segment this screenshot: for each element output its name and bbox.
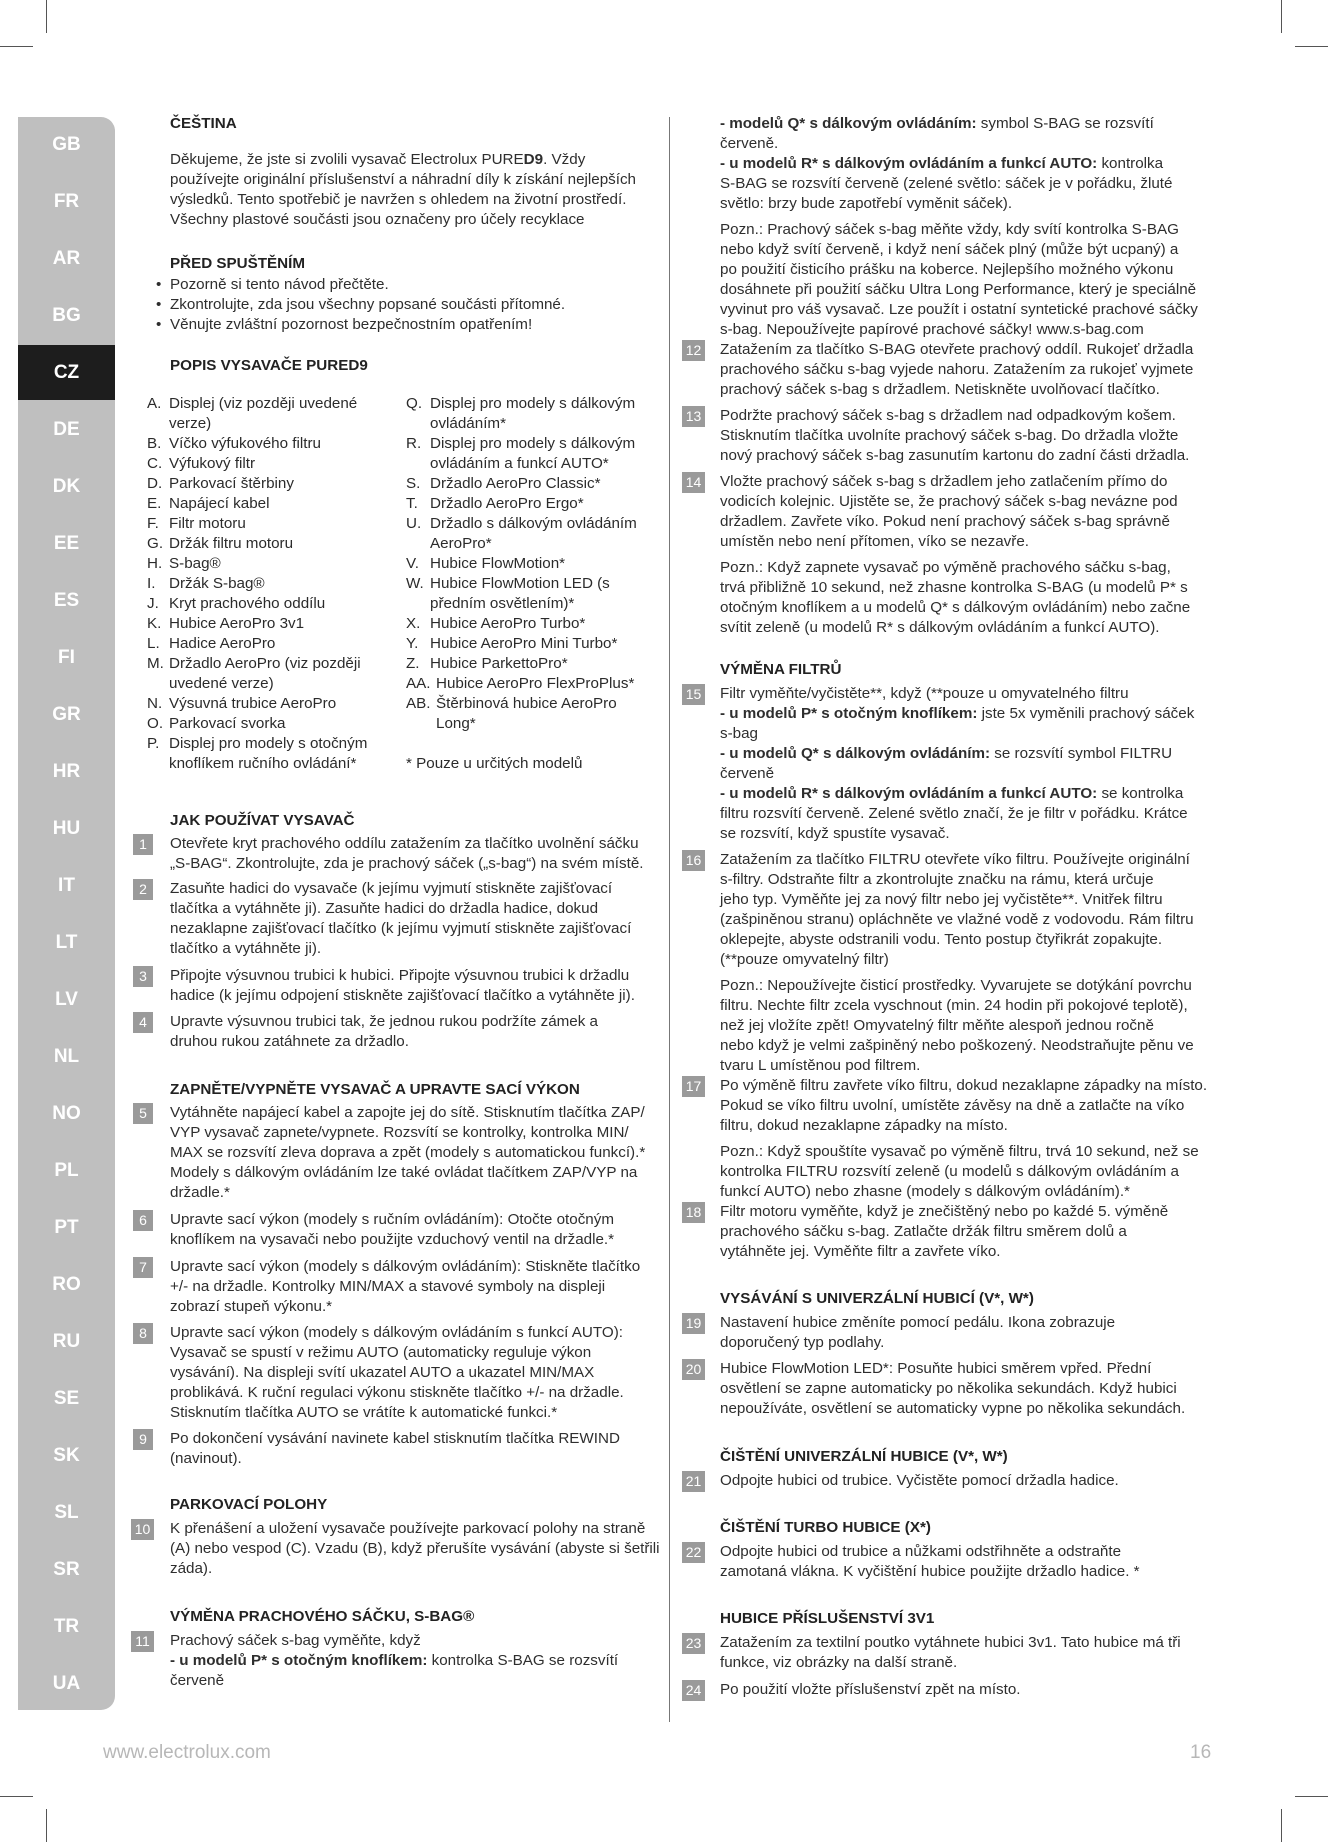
part-key: C. (147, 455, 163, 472)
language-tab[interactable]: ES (53, 590, 80, 611)
parking-section (170, 1495, 327, 1515)
step-number: 20 (682, 1359, 705, 1380)
language-tab[interactable]: PL (54, 1160, 79, 1181)
step-number: 5 (133, 1103, 153, 1124)
step-number: 6 (133, 1210, 153, 1231)
part-item (406, 574, 661, 614)
section-heading: HUBICE PŘÍSLUŠENSTVÍ 3V1 (720, 1610, 935, 1627)
part-label: Držadlo AeroPro Ergo* (430, 495, 584, 512)
part-key: O. (147, 715, 164, 732)
step-text: Filtr motoru vyměňte, když je znečištěný nebo po každé 5. výměně prachového sáčku s-bag. Zatlačte držák filtru směrem dolů a vytáhněte jej. Vyměňte filtr a zavřete víko. (720, 1203, 1169, 1260)
section-heading: POPIS VYSAVAČE PURED9 (170, 357, 368, 374)
turbo-section (720, 1518, 931, 1538)
step-number: 12 (682, 340, 705, 361)
part-label: Hubice FlowMotion* (430, 555, 566, 572)
part-item (406, 394, 661, 434)
step-text: Zatažením za tlačítko S-BAG otevřete prachový oddíl. Rukojeť držadla prachového sáčku s-bag vyjede nahoru. Zatažením za rukojeť vyjmete prachový sáček s-bag s držadlem. Netiskněte uvolňovací tlačítko. (720, 341, 1194, 398)
part-item (147, 434, 397, 454)
language-tab[interactable]: SK (53, 1445, 80, 1466)
part-label: Filtr motoru (169, 515, 246, 532)
language-tab[interactable]: RU (52, 1331, 81, 1352)
part-item (147, 454, 397, 474)
part-label: Displej pro modely s otočným knoflíkem ručního ovládání* (169, 735, 368, 772)
part-item (406, 554, 661, 574)
part-key: AA. (406, 675, 431, 692)
part-label: Držák filtru motoru (169, 535, 294, 552)
part-key: U. (406, 515, 422, 532)
step-text: Prachový sáček s-bag vyměňte, když - u modelů P* s otočným knoflíkem: kontrolka S-BAG se rozsvítí červeně (170, 1632, 619, 1689)
step-text: Odpojte hubici od trubice. Vyčistěte pomocí držadla hadice. (720, 1472, 1119, 1489)
language-tab[interactable]: SL (54, 1502, 79, 1523)
part-item (147, 634, 397, 654)
parts-list-col1 (147, 394, 397, 774)
part-label: Displej pro modely s dálkovým ovládáním a funkcí AUTO* (430, 435, 636, 472)
step-number: 15 (682, 684, 705, 705)
part-label: Displej pro modely s dálkovým ovládáním* (430, 395, 636, 432)
step-text: Zasuňte hadici do vysavače (k jejímu vyjmutí stiskněte zajišťovací tlačítka a vytáhněte ji). Zasuňte hadici do držadla hadice, dokud nezaklapne zajišťovací tlačítko (k jejímu vyjmutí stiskněte zajišťovací tlačítko a vytáhněte ji). (170, 880, 632, 957)
language-tab[interactable]: NL (53, 1046, 80, 1067)
part-label: Displej (viz později uvedené verze) (169, 395, 358, 432)
intro-text: Děkujeme, že jste si zvolili vysavač Electrolux PURE (170, 151, 524, 168)
intro-line: Všechny plastové součásti jsou označeny pro účely recyklace (170, 211, 585, 228)
crop-mark (0, 1796, 33, 1797)
part-key: Z. (406, 655, 420, 672)
part-label: Držák S-bag® (169, 575, 265, 592)
part-item (147, 694, 397, 714)
step-text: Zatažením za textilní poutko vytáhnete hubici 3v1. Tato hubice má tři funkce, viz obrázky na další straně. (720, 1634, 1181, 1671)
language-tab[interactable]: RO (52, 1274, 81, 1295)
language-tab[interactable]: TR (53, 1616, 80, 1637)
step-text: Nastavení hubice změníte pomocí pedálu. Ikona zobrazuje doporučený typ podlahy. (720, 1314, 1116, 1351)
intro-text: . Vždy (543, 151, 586, 168)
part-label: Hubice AeroPro Turbo* (430, 615, 586, 632)
part-item (147, 394, 397, 434)
part-label: Parkovací štěrbiny (169, 475, 294, 492)
part-label: Hubice AeroPro 3v1 (169, 615, 305, 632)
crop-mark (1295, 46, 1328, 47)
step-number: 13 (682, 406, 705, 427)
part-label: Parkovací svorka (169, 715, 286, 732)
language-tab[interactable]: SE (53, 1388, 80, 1409)
part-item (406, 474, 661, 494)
language-tab[interactable]: HR (52, 761, 81, 782)
part-item (406, 634, 661, 654)
crop-mark (1295, 1796, 1328, 1797)
step-number: 16 (682, 850, 705, 871)
part-item (147, 474, 397, 494)
before-start-section (170, 254, 660, 274)
step-text: Upravte sací výkon (modely s dálkovým ovládáním): Stiskněte tlačítko +/- na držadle. Kontrolky MIN/MAX a stavové symboly na displeji zobrazí stupeň výkonu.* (170, 1258, 641, 1315)
how-to-use-section (170, 811, 355, 831)
step-number: 22 (682, 1542, 705, 1563)
step-number: 2 (133, 879, 153, 900)
part-key: S. (406, 475, 421, 492)
part-label: Hadice AeroPro (169, 635, 276, 652)
part-key: B. (147, 435, 162, 452)
section-heading: JAK POUŽÍVAT VYSAVAČ (170, 812, 355, 829)
section-heading: ZAPNĚTE/VYPNĚTE VYSAVAČ A UPRAVTE SACÍ VÝKON (170, 1081, 580, 1098)
language-tab[interactable]: AR (52, 248, 81, 269)
before-start-list (154, 275, 654, 335)
section-heading: VÝMĚNA FILTRŮ (720, 661, 842, 678)
bag-continued: - modelů Q* s dálkovým ovládáním: symbol S-BAG se rozsvítí červeně. - u modelů R* s dálkovým ovládáním a funkcí AUTO: kontrolka S-BAG se rozsvítí červeně (zelené světlo: sáček je v pořádku, žluté světlo: brzy bude zapotřebí vyměnit sáček). Pozn.: Prachový sáček s-bag měňte vždy, kdy svítí kontrolka S-BAG nebo když svítí červeně, i když není sáček plný (může být ucpaný) a po použití čisticího prášku na koberce. Nejlepšího možného výkonu dosáhnete při použití sáčku Ultra Long Performance, který je speciálně vyvinut pro váš vysavač. Lze použít i ostatní syntetické prachové sáčky s-bag. Nepoužívejte papírové prachové sáčky! www.s-bag.com (720, 115, 1198, 338)
list-item: • Věnujte zvláštní pozornost bezpečnostním opatřením! (154, 315, 654, 335)
step-number: 17 (682, 1076, 705, 1097)
language-tab[interactable]: EE (53, 533, 80, 554)
page-title: ČEŠTINA (170, 115, 237, 132)
language-tab[interactable]: GB (52, 134, 81, 155)
part-label: Napájecí kabel (169, 495, 270, 512)
language-tab[interactable]: LV (55, 989, 78, 1010)
part-item (406, 674, 661, 694)
language-tab[interactable]: DE (53, 419, 80, 440)
section-heading: ČIŠTĚNÍ UNIVERZÁLNÍ HUBICE (V*, W*) (720, 1448, 1008, 1465)
part-key: N. (147, 695, 163, 712)
part-key: H. (147, 555, 163, 572)
step-text: Odpojte hubici od trubice a nůžkami odstřihněte a odstraňte zamotaná vlákna. K vyčištění hubice použijte držadlo hadice. * (720, 1543, 1140, 1580)
step-text: Otevřete kryt prachového oddílu zatažením za tlačítko uvolnění sáčku „S-BAG“. Zkontrolujte, zda je prachový sáček („s-bag“) na svém místě. (170, 835, 644, 872)
part-item (406, 654, 661, 674)
part-key: X. (406, 615, 421, 632)
intro-line: výsledků. Tento spotřebič je navržen s ohledem na životní prostředí. (170, 191, 627, 208)
part-key: Y. (406, 635, 419, 652)
part-key: R. (406, 435, 422, 452)
part-key: J. (147, 595, 159, 612)
step-text: Po použití vložte příslušenství zpět na místo. (720, 1681, 1021, 1698)
part-label: Hubice ParkettoPro* (430, 655, 568, 672)
intro-paragraph (170, 150, 665, 230)
part-key: D. (147, 475, 163, 492)
part-label: Výfukový filtr (169, 455, 256, 472)
crop-mark (1281, 0, 1282, 33)
step-number: 10 (131, 1519, 154, 1540)
part-item (406, 614, 661, 634)
part-label: Víčko výfukového filtru (169, 435, 321, 452)
step-text: Po výměně filtru zavřete víko filtru, dokud nezaklapne západky na místo. Pokud se víko filtru uvolní, umístěte závěsy na dně a zatlačte na víko filtru, dokud nezaklapne západky na místo. Pozn.: Když spouštíte vysavač po výměně filtru, trvá 10 sekund, než se kontrolka FILTRU rozsvítí zeleně (u modelů s dálkovým ovládáním a funkcí AUTO) nebo zhasne (modely s dálkovým ovládáním).* (720, 1077, 1208, 1200)
language-tab[interactable]: PT (54, 1217, 79, 1238)
section-heading: VYSÁVÁNÍ S UNIVERZÁLNÍ HUBICÍ (V*, W*) (720, 1290, 1034, 1307)
footer-url[interactable]: www.electrolux.com (103, 1742, 271, 1763)
part-label: S-bag® (169, 555, 221, 572)
step-text: Vložte prachový sáček s-bag s držadlem jeho zatlačením přímo do vodicích kolejnic. Ujistěte se, že prachový sáček s-bag nevázne pod držadlem. Zavřete víko. Pokud není prachový sáček s-bag správně umístěn nebo není přítomen, víko se nezavře. Pozn.: Když zapnete vysavač po výměně prachového sáčku s-bag, trvá přibližně 10 sekund, než zhasne kontrolka S-BAG (u modelů P* s otočným knoflíkem a u modelů Q* s dálkovým ovládáním) nebo začne svítit zeleně (u modelů R* s dálkovým ovládáním a funkcí AUTO). (720, 473, 1191, 636)
part-item (147, 594, 397, 614)
language-tab[interactable]: FR (53, 191, 80, 212)
power-section (170, 1080, 580, 1100)
list-item: • Zkontrolujte, zda jsou všechny popsané součásti přítomné. (154, 295, 654, 315)
part-item (406, 434, 661, 474)
part-label: Držadlo s dálkovým ovládáním AeroPro* (430, 515, 637, 552)
language-tab[interactable]: UA (52, 1673, 81, 1694)
step-text: Podržte prachový sáček s-bag s držadlem nad odpadkovým košem. Stisknutím tlačítka uvolníte prachový sáček s-bag. Do držadla vložte nový prachový sáček s-bag zasunutím kartonu do zadní části držadla. (720, 407, 1190, 464)
step-text: Zatažením za tlačítko FILTRU otevřete víko filtru. Používejte originální s-filtry. Odstraňte filtr a zkontrolujte značku na rámu, která určuje jeho typ. Vyměňte jej za nový filtr nebo jej vyčistěte**. Vnitřek filtru (zašpiněnou stranu) opláchněte ve vlažné vodě z vodovodu. Rám filtru oklepejte, abyste odstranili vodu. Tento postup čtyřikrát zopakujte. (**pouze omyvatelný filtr) Pozn.: Nepoužívejte čisticí prostředky. Vyvarujete se dotýkání povrchu filtru. Nechte filtr zcela vyschnout (min. 24 hodin při pokojové teplotě), než jej vložíte zpět! Omyvatelný filtr měňte alespoň jednou ročně nebo když je velmi zašpiněný nebo poškozený. Neodstraňujte pěnu ve tvaru L umístěnou pod filtrem. (720, 851, 1194, 1074)
part-label: Hubice FlowMotion LED (s předním osvětlením)* (430, 575, 610, 612)
step-number: 14 (682, 472, 705, 493)
part-label: Výsuvná trubice AeroPro (169, 695, 337, 712)
step-number: 18 (682, 1202, 705, 1223)
models-note: * Pouze u určitých modelů (406, 755, 583, 772)
intro-line: používejte originální příslušenství a náhradní díly k získání nejlepších (170, 171, 637, 188)
part-key: K. (147, 615, 162, 632)
part-item (147, 654, 397, 694)
language-tab[interactable]: DK (52, 476, 81, 497)
part-label: Štěrbinová hubice AeroPro Long* (436, 695, 617, 732)
crop-mark (1281, 1809, 1282, 1842)
description-section (170, 356, 660, 376)
part-item (147, 734, 397, 774)
part-item (406, 694, 661, 734)
step-text: Připojte výsuvnou trubici k hubici. Připojte výsuvnou trubici k držadlu hadice (k jejímu odpojení stiskněte zajišťovací tlačítko a vytáhněte ji). (170, 967, 635, 1004)
language-tab[interactable]: BG (52, 305, 81, 326)
part-key: G. (147, 535, 164, 552)
part-label: Kryt prachového oddílu (169, 595, 326, 612)
part-label: Držadlo AeroPro Classic* (430, 475, 601, 492)
cleaning-section (720, 1447, 1008, 1467)
part-key: P. (147, 735, 160, 752)
step-text: Upravte sací výkon (modely s dálkovým ovládáním s funkcí AUTO): Vysavač se spustí v režimu AUTO (automaticky reguluje výkon vysávání). Na displeji svítí ukazatel AUTO a ukazatel MIN/MAX problikává. K ruční regulaci výkonu stiskněte tlačítko +/- na držadle. Stisknutím tlačítka AUTO se vrátíte k automatické funkci.* (170, 1324, 624, 1421)
step-number: 3 (133, 966, 153, 987)
step-number: 21 (682, 1471, 705, 1492)
part-item (147, 574, 397, 594)
part-key: F. (147, 515, 159, 532)
part-item (147, 714, 397, 734)
part-key: T. (406, 495, 418, 512)
section-heading: ČIŠTĚNÍ TURBO HUBICE (X*) (720, 1519, 931, 1536)
part-item (147, 554, 397, 574)
step-number: 24 (682, 1680, 705, 1701)
part-label: Hubice AeroPro Mini Turbo* (430, 635, 618, 652)
step-number: 9 (133, 1429, 153, 1450)
language-tab[interactable]: FI (58, 647, 75, 668)
step-number: 11 (131, 1631, 154, 1652)
step-text: Upravte výsuvnou trubici tak, že jednou rukou podržíte zámek a druhou rukou zatáhnete za držadlo. (170, 1013, 599, 1050)
left-column (170, 114, 660, 134)
language-tab[interactable]: SR (53, 1559, 80, 1580)
section-heading: PŘED SPUŠTĚNÍM (170, 255, 306, 272)
part-label: Hubice AeroPro FlexProPlus* (436, 675, 635, 692)
part-item (406, 514, 661, 554)
language-tab[interactable]: NO (52, 1103, 81, 1124)
step-number: 8 (133, 1323, 153, 1344)
part-item (406, 494, 661, 514)
step-number: 1 (133, 834, 153, 855)
bag-section (170, 1607, 474, 1627)
language-tab[interactable]: IT (58, 875, 75, 896)
part-key: L. (147, 635, 160, 652)
step-text: Hubice FlowMotion LED*: Posuňte hubici směrem vpřed. Přední osvětlení se zapne automaticky po několika sekundách. Když hubici nepoužíváte, osvětlení se automaticky vypne po několika sekundách. (720, 1360, 1186, 1417)
part-item (147, 534, 397, 554)
step-number: 7 (133, 1257, 153, 1278)
accessory-section (720, 1609, 934, 1629)
part-key: A. (147, 395, 162, 412)
step-text: Upravte sací výkon (modely s ručním ovládáním): Otočte otočným knoflíkem na vysavači nebo použijte vzduchový ventil na držadle.* (170, 1211, 615, 1248)
part-key: M. (147, 655, 164, 672)
language-tab-active[interactable]: CZ (18, 345, 115, 400)
crop-mark (46, 1809, 47, 1842)
crop-mark (0, 46, 33, 47)
filters-section (720, 660, 842, 680)
crop-mark (46, 0, 47, 33)
universal-section (720, 1289, 1034, 1309)
model-name: D9 (523, 151, 544, 168)
part-key: W. (406, 575, 424, 592)
part-key: E. (147, 495, 162, 512)
part-key: V. (406, 555, 419, 572)
section-heading: PARKOVACÍ POLOHY (170, 1496, 328, 1513)
part-key: I. (147, 575, 156, 592)
part-item (147, 514, 397, 534)
part-item (147, 614, 397, 634)
step-text: K přenášení a uložení vysavače používejte parkovací polohy na straně (A) nebo vespod (C). Vzadu (B), když přerušíte vysávání (abyste si šetřili záda). (170, 1520, 660, 1577)
part-key: AB. (406, 695, 431, 712)
list-item: • Pozorně si tento návod přečtěte. (154, 275, 654, 295)
step-text: Po dokončení vysávání navinete kabel stisknutím tlačítka REWIND (navinout). (170, 1430, 620, 1467)
section-heading: VÝMĚNA PRACHOVÉHO SÁČKU, S-BAG® (170, 1608, 475, 1625)
step-number: 23 (682, 1633, 705, 1654)
step-number: 4 (133, 1012, 153, 1033)
language-tab[interactable]: HU (52, 818, 81, 839)
intro-line (170, 150, 665, 170)
step-text: Filtr vyměňte/vyčistěte**, když (**pouze u omyvatelného filtru - u modelů P* s otočným knoflíkem: jste 5x vyměnili prachový sáček s-bag - u modelů Q* s dálkovým ovládáním: se rozsvítí symbol FILTRU červeně - u modelů R* s dálkovým ovládáním a funkcí AUTO: se kontrolka filtru rozsvítí červeně. Zelené světlo značí, že je filtr v pořádku. Krátce se rozsvítí, když spustíte vysavač. (720, 685, 1195, 842)
language-tab[interactable]: GR (52, 704, 81, 725)
page-number: 16 (1190, 1742, 1212, 1763)
language-sidebar (18, 117, 115, 1710)
step-number: 19 (682, 1313, 705, 1334)
language-tab[interactable]: LT (55, 932, 78, 953)
step-text: Vytáhněte napájecí kabel a zapojte jej do sítě. Stisknutím tlačítka ZAP/ VYP vysavač zapnete/vypnete. Rozsvítí se kontrolky, kontrolka MIN/ MAX se rozsvítí zleva doprava a zpět (modely s automatickou funkcí).* Modely s dálkovým ovládáním lze také ovládat tlačítkem ZAP/VYP na držadle.* (170, 1104, 646, 1201)
part-key: Q. (406, 395, 423, 412)
parts-list-col2 (406, 394, 661, 774)
part-item (147, 494, 397, 514)
part-label: Držadlo AeroPro (viz později uvedené verze) (169, 655, 361, 692)
